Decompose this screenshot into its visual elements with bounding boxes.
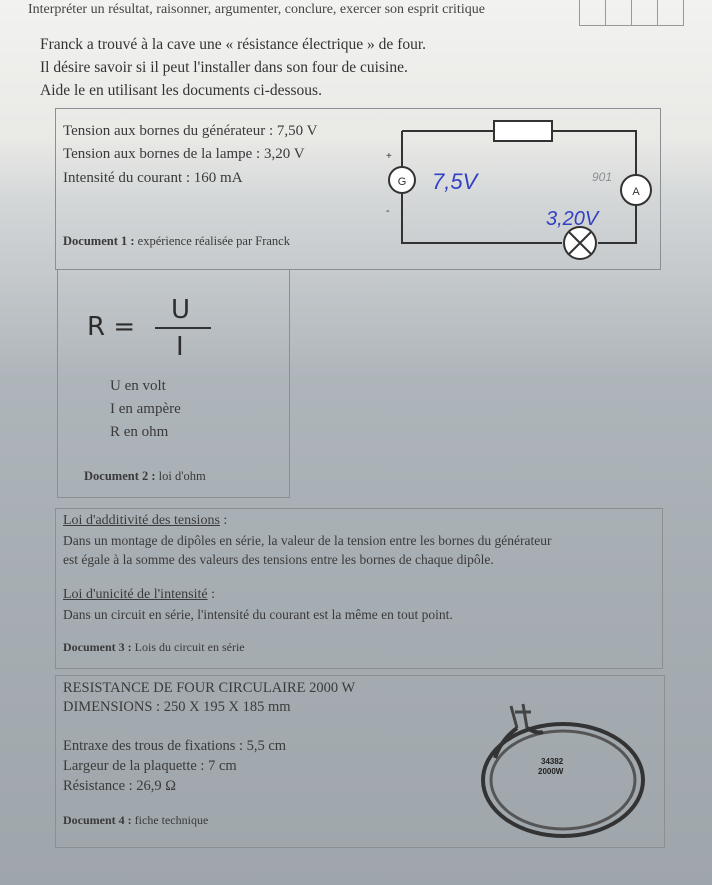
circuit-diagram (366, 115, 661, 265)
uniqueness-law-colon: : (207, 587, 216, 602)
unit-voltage: U en volt (110, 378, 166, 394)
uniqueness-law-heading (63, 587, 215, 603)
doc3-caption-label: Document 3 : (63, 640, 132, 654)
additivity-law-heading (63, 513, 227, 529)
grading-box (657, 0, 684, 26)
doc4-caption (63, 813, 208, 828)
document-3-box (55, 508, 663, 669)
additivity-law-line-1: Dans un montage de dipôles en série, la valeur de la tension entre les bornes du générateur (63, 533, 552, 548)
fraction-bar (155, 327, 211, 329)
spec-entraxe: Entraxe des trous de fixations : 5,5 cm (63, 738, 287, 754)
doc4-caption-text: fiche technique (131, 813, 209, 827)
grading-box (631, 0, 658, 26)
grading-box (579, 0, 606, 26)
formula-lhs: R = (87, 312, 136, 342)
formula-numerator: U (171, 295, 191, 325)
doc1-caption-text: expérience réalisée par Franck (134, 234, 290, 248)
lamp-symbol (564, 227, 596, 259)
additivity-law-line-2: est égale à la somme des valeurs des tensions entre les bornes de chaque dipôle. (63, 552, 494, 567)
document-1-box (55, 108, 661, 270)
generator-symbol (389, 167, 415, 193)
skills-header (20, 2, 580, 22)
document-2-box (57, 269, 290, 498)
doc3-caption (63, 640, 245, 655)
doc1-current: Intensité du courant : 160 mA (63, 170, 243, 186)
intro-line-3: Aide le en utilisant les documents ci-dessous. (40, 82, 322, 99)
spec-title: RESISTANCE DE FOUR CIRCULAIRE 2000 W (63, 680, 356, 696)
doc2-caption-text: loi d'ohm (155, 469, 206, 483)
element-coil-inner (491, 731, 635, 829)
element-terminals (511, 704, 531, 728)
resistor-symbol (494, 121, 552, 141)
document-4-box (55, 675, 665, 848)
wire-top-right (552, 131, 636, 175)
ammeter-symbol (621, 175, 651, 205)
handwritten-scribble: 901 (592, 170, 613, 184)
additivity-law-colon: : (219, 513, 228, 528)
unit-current: I en ampère (110, 401, 181, 417)
spec-resistance: Résistance : 26,9 Ω (63, 778, 177, 794)
uniqueness-law-title: Loi d'unicité de l'intensité (63, 587, 208, 602)
generator-label: G (397, 176, 407, 188)
wire-bottom-left (402, 193, 562, 243)
plus-sign: + (386, 151, 392, 162)
element-label-ref: 34382 (541, 757, 564, 766)
wire-right-bottom (598, 205, 636, 243)
element-coil-outer (483, 724, 643, 836)
grading-boxes (580, 0, 684, 26)
skills-text: Interpréter un résultat, raisonner, argumenter, conclure, exercer son esprit critique (28, 2, 485, 17)
doc1-generator-voltage: Tension aux bornes du générateur : 7,50 V (63, 123, 318, 139)
doc2-caption-label: Document 2 : (84, 469, 156, 483)
minus-sign: - (386, 205, 390, 217)
handwritten-lamp-voltage: 3,20V (546, 208, 599, 230)
element-label-power: 2000W (538, 767, 564, 776)
doc1-caption-label: Document 1 : (63, 234, 135, 248)
grading-box (605, 0, 632, 26)
doc3-caption-text: Lois du circuit en série (131, 640, 245, 654)
doc2-caption (84, 469, 206, 484)
doc1-caption (63, 234, 290, 249)
doc1-lamp-voltage: Tension aux bornes de la lampe : 3,20 V (63, 146, 305, 162)
oven-element-image (471, 698, 661, 846)
unit-resistance: R en ohm (110, 424, 169, 440)
uniqueness-law-line: Dans un circuit en série, l'intensité du courant est la même en tout point. (63, 607, 453, 622)
doc4-caption-label: Document 4 : (63, 813, 132, 827)
additivity-law-title: Loi d'additivité des tensions (63, 513, 220, 528)
ammeter-label: A (632, 186, 640, 198)
spec-dimensions: DIMENSIONS : 250 X 195 X 185 mm (63, 699, 291, 715)
handwritten-generator-voltage: 7,5V (432, 169, 478, 194)
intro-line-1: Franck a trouvé à la cave une « résistance électrique » de four. (40, 36, 427, 53)
formula-denominator: I (176, 332, 184, 362)
intro-line-2: Il désire savoir si il peut l'installer dans son four de cuisine. (40, 59, 408, 76)
spec-plate-width: Largeur de la plaquette : 7 cm (63, 758, 237, 774)
